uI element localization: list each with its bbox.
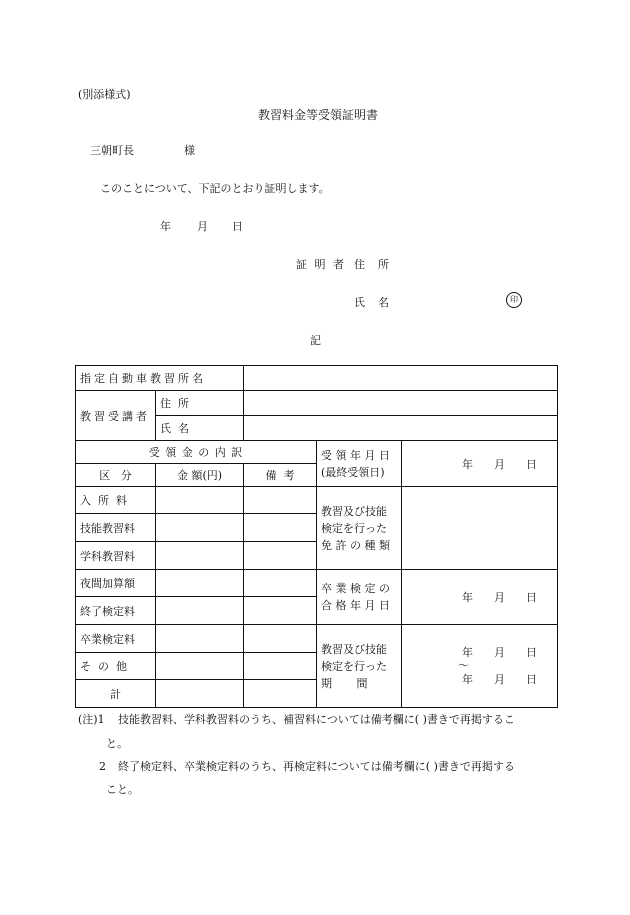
fee-remarks-cell[interactable] — [244, 597, 317, 625]
pass-date-line2: 合 格 年 月 日 — [321, 599, 390, 612]
fee-row-label: 卒業検定料 — [76, 625, 156, 653]
document-title: 教習料金等受領証明書 — [258, 108, 379, 122]
fee-remarks-cell[interactable] — [244, 570, 317, 597]
pass-date-line1: 卒 業 検 定 の — [321, 582, 390, 595]
trainee-name-cell[interactable] — [244, 416, 558, 441]
fee-remarks-cell[interactable] — [244, 542, 317, 570]
fee-row-label: 終了検定料 — [76, 597, 156, 625]
seal-mark: 印 — [506, 292, 522, 308]
note1-prefix: (注)1 — [78, 713, 105, 726]
receipt-date-cell[interactable] — [402, 441, 558, 487]
form-label: (別添様式) — [78, 88, 131, 101]
category-column-header: 区 分 — [76, 464, 156, 487]
intro-text: このことについて、下記のとおり証明します。 — [100, 182, 330, 195]
year-label: 年 — [462, 591, 473, 604]
addressee-suffix: 様 — [184, 144, 195, 157]
period-label — [317, 625, 402, 708]
addressee-prefix: 三朝町長 — [90, 144, 134, 157]
month-label: 月 — [494, 591, 505, 604]
month-label: 月 — [494, 673, 505, 686]
certifier-address-label: 住 所 — [354, 258, 391, 271]
period-line1: 教習及び技能 — [321, 642, 387, 656]
breakdown-header: 受 領 金 の 内 訳 — [76, 441, 317, 464]
note2-line1: 終了検定料、卒業検定料のうち、再検定料については備考欄に( )書きで再掲する — [118, 760, 515, 773]
license-type-line1: 教習及び技能 — [321, 504, 387, 518]
note1-line1: 技能教習料、学科教習料のうち、補習料については備考欄に( )書きで再掲するこ — [118, 713, 515, 726]
pass-date-label — [317, 570, 402, 625]
license-type-line2: 検定を行った — [321, 521, 387, 535]
fee-remarks-cell[interactable] — [244, 487, 317, 514]
fee-remarks-cell[interactable] — [244, 514, 317, 542]
date-year: 年 — [160, 220, 171, 233]
trainee-label: 教習受講者 — [76, 391, 156, 441]
year-label: 年 — [462, 457, 473, 471]
license-type-cell[interactable] — [402, 487, 558, 570]
date-month: 月 — [197, 220, 208, 233]
pass-date-cell[interactable] — [402, 570, 558, 625]
trainee-address-label: 住 所 — [156, 391, 244, 416]
fee-amount-cell[interactable] — [156, 487, 244, 514]
total-remarks-cell[interactable] — [244, 680, 317, 708]
certifier-name-label: 氏 名 — [354, 296, 391, 309]
certifier-label: 証 明 者 — [296, 258, 346, 271]
fee-row-label: 学科教習料 — [76, 542, 156, 570]
day-label: 日 — [526, 457, 537, 471]
trainee-name-label: 氏 名 — [156, 416, 244, 441]
pass-date — [406, 589, 553, 605]
school-name-label: 指定自動車教習所名 — [76, 366, 244, 391]
fee-row-label: 入 所 料 — [76, 487, 156, 514]
fee-amount-cell[interactable] — [156, 514, 244, 542]
ki-heading: 記 — [310, 334, 321, 347]
fee-amount-cell[interactable] — [156, 625, 244, 653]
fee-row-label: 夜間加算額 — [76, 570, 156, 597]
school-name-cell[interactable] — [244, 366, 558, 391]
date-day: 日 — [232, 220, 243, 233]
fee-amount-cell[interactable] — [156, 597, 244, 625]
certificate-table — [75, 365, 558, 708]
license-type-line3: 免 許 の 種 類 — [321, 538, 390, 552]
period-cell[interactable] — [402, 625, 558, 708]
note2-prefix: 2 — [99, 760, 106, 773]
fee-remarks-cell[interactable] — [244, 653, 317, 680]
amount-column-header: 金 額(円) — [156, 464, 244, 487]
trainee-address-cell[interactable] — [244, 391, 558, 416]
day-label: 日 — [526, 646, 537, 659]
total-row-label: 計 — [76, 680, 156, 708]
period-end — [406, 672, 553, 687]
fee-row-label: そ の 他 — [76, 653, 156, 680]
fee-amount-cell[interactable] — [156, 570, 244, 597]
fee-remarks-cell[interactable] — [244, 625, 317, 653]
total-amount-cell[interactable] — [156, 680, 244, 708]
month-label: 月 — [494, 646, 505, 659]
license-type-label — [317, 487, 402, 570]
year-label: 年 — [462, 673, 473, 686]
period-tilde: 〜 — [458, 659, 469, 672]
period-line3: 期 間 — [321, 676, 368, 690]
fee-amount-cell[interactable] — [156, 653, 244, 680]
receipt-date-label — [317, 441, 402, 487]
fee-amount-cell[interactable] — [156, 542, 244, 570]
receipt-date-label-line1: 受 領 年 月 日 — [321, 448, 390, 462]
year-label: 年 — [462, 646, 473, 659]
receipt-date — [406, 456, 553, 472]
receipt-date-label-line2: (最終受領日) — [321, 465, 385, 479]
fee-row-label: 技能教習料 — [76, 514, 156, 542]
remarks-column-header: 備 考 — [244, 464, 317, 487]
note1-line2: と。 — [106, 737, 128, 750]
day-label: 日 — [526, 673, 537, 686]
note2-line2: こと。 — [106, 783, 139, 796]
day-label: 日 — [526, 591, 537, 604]
period-line2: 検定を行った — [321, 659, 387, 673]
period-start — [406, 645, 553, 660]
month-label: 月 — [494, 457, 505, 471]
